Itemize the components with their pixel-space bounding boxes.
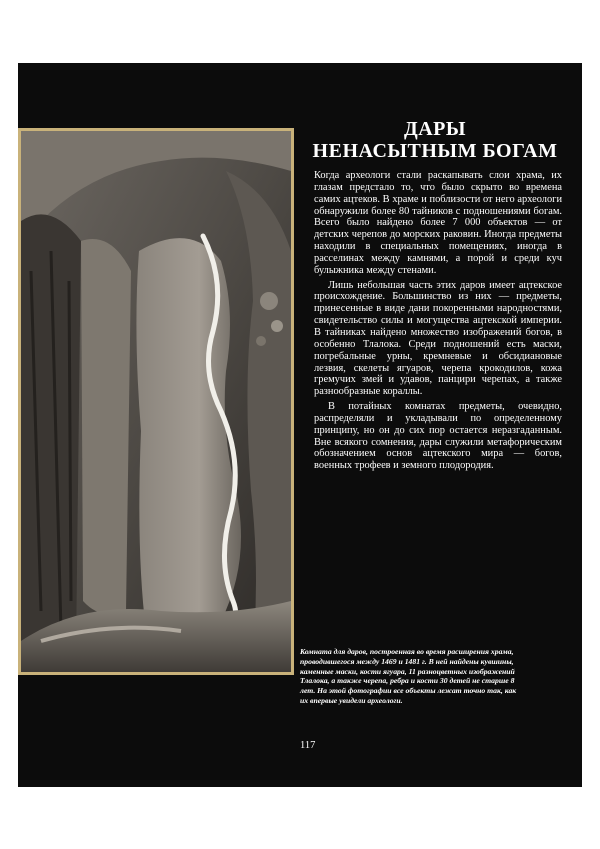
- title-line-2: НЕНАСЫТНЫМ БОГАМ: [312, 140, 558, 162]
- paragraph-2: Лишь небольшая часть этих даров имеет ацтекское происхождение. Большинство из них — предметы, принесенные в виде дани покоренными народностями, свидетельство силы и могущества ацтекской империи. В тайниках найдено множество изображений богов, в особенно Тлалока. Среди подношений есть маски, погребальные урны, кремневые и обсидиановые лезвия, скелеты ягуаров, черепа крокодилов, кожа гремучих змей и удавов, панцири черепах, а также разнообразные кораллы.: [314, 279, 562, 398]
- stone-chamber-image: [21, 131, 291, 672]
- page-number: 117: [300, 740, 316, 751]
- paragraph-3: В потайных комнатах предметы, очевидно, распределяли и укладывали по определенному принципу, но он до сих пор остается неразгаданным. Вне всякого сомнения, дары служили метафорическим обозначением основ ацтекского мира — богов, военных трофеев и земного плодородия.: [314, 401, 562, 472]
- title-line-1: ДАРЫ: [403, 118, 467, 140]
- paragraph-1: Когда археологи стали раскапывать слои храма, их глазам предстало то, что было скрыто во времена самих ацтеков. В храме и поблизости от него археологи обнаружили более 80 тайников с подношениями богам. Всего было найдено более 7 000 объектов — от детских черепов до морских раковин. Иногда предметы находили в специальных помещениях, иногда в расселинах между камнями, а порой и среди куч булыжника между стенами.: [314, 170, 562, 276]
- article-title: [310, 118, 560, 162]
- article-body: [314, 170, 562, 472]
- photo-caption: Комната для даров, построенная во время расширения храма, проводившегося между 1469 и 1481 г. В ней найдены кувшины, каменные маски, кости ягуара, 11 разноцветных изображений Тлалока, а также черепа, ребра и кости 30 детей не старше 8 лет. На этой фотографии все объекты лежат точно так, как их впервые увидели археологи.: [300, 647, 517, 705]
- chamber-photo: [18, 128, 294, 675]
